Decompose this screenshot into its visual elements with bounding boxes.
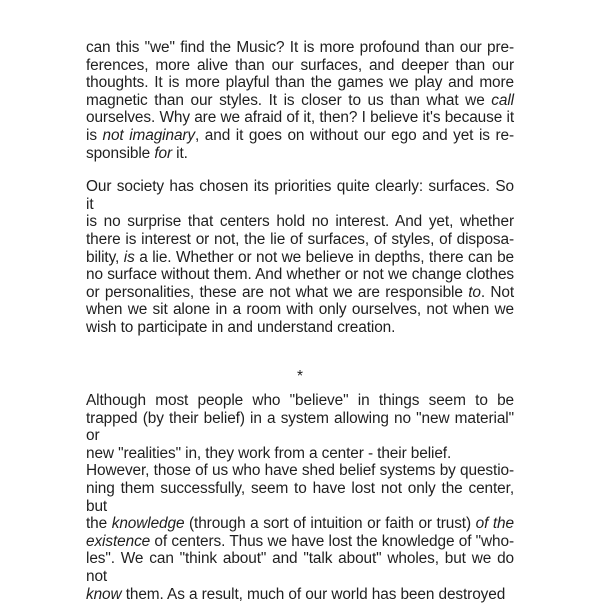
text-segment: Our society has chosen its priorities quite clearly: surfaces. So it	[86, 178, 514, 213]
section-separator: *	[297, 367, 303, 385]
italic-text-segment: not imaginary	[102, 126, 196, 144]
text-line	[86, 550, 514, 585]
text-line	[86, 480, 514, 515]
text-line	[86, 109, 514, 127]
text-line	[86, 410, 514, 445]
text-segment: ning them successfully, seem to have lost not only the center, but	[86, 480, 514, 515]
text-segment: is	[86, 126, 103, 144]
italic-text-segment: to	[468, 283, 481, 301]
text-line	[86, 284, 514, 302]
text-segment: magnetic than our styles. It is closer to us than what we	[86, 91, 492, 109]
text-line	[86, 127, 514, 145]
text-segment: when we sit alone in a room with only ourselves, not when we	[86, 301, 514, 319]
text-segment: trapped (by their belief) in a system allowing no "new material" or	[86, 409, 514, 445]
text-segment: them. As a result, much of our world has been destroyed	[121, 585, 506, 603]
text-line	[86, 533, 514, 551]
text-segment: sponsible	[86, 144, 155, 162]
text-segment: new "realities" in, they work from a center - their belief.	[86, 444, 452, 462]
text-line	[86, 74, 514, 92]
paragraph-1	[86, 39, 514, 162]
text-line	[86, 392, 514, 410]
text-segment: is no surprise that centers hold no interest. And yet, whether	[86, 213, 514, 231]
text-line	[86, 515, 514, 533]
italic-text-segment: is	[123, 248, 135, 266]
text-line	[86, 57, 514, 75]
text-segment: the	[86, 515, 112, 533]
text-segment: wish to participate in and understand creation.	[86, 318, 396, 336]
text-line	[86, 178, 514, 213]
text-segment: , and it goes on without our ego and yet is re-	[195, 126, 514, 144]
text-segment: ferences, more alive than our surfaces, and deeper than our	[86, 56, 514, 74]
italic-text-segment: existence	[86, 532, 151, 550]
text-segment: a lie. Whether or not we believe in depths, there can be	[134, 248, 514, 266]
text-segment: can this "we" find the Music? It is more profound than our pre-	[86, 39, 514, 56]
italic-text-segment: know	[86, 585, 122, 603]
text-segment: bility,	[86, 248, 124, 266]
text-line	[86, 249, 514, 267]
text-segment: However, those of us who have shed belief systems by questio-	[86, 462, 514, 480]
text-line	[86, 586, 514, 603]
text-line	[86, 301, 514, 319]
italic-text-segment: call	[491, 91, 514, 109]
paragraph-3	[86, 392, 514, 603]
text-segment: thoughts. It is more playful than the games we play and more	[86, 74, 514, 92]
italic-text-segment: for	[154, 144, 172, 162]
text-line	[86, 39, 514, 57]
text-segment: (through a sort of intuition or faith or trust)	[184, 515, 476, 533]
text-segment: there is interest or not, the lie of surfaces, of styles, of disposa-	[86, 230, 514, 248]
text-segment: Although most people who "believe" in things seem to be	[86, 392, 514, 410]
text-line	[86, 462, 514, 480]
text-segment: of centers. Thus we have lost the knowledge of "who-	[150, 532, 514, 550]
text-line	[86, 145, 514, 163]
italic-text-segment: knowledge	[111, 515, 185, 533]
italic-text-segment: of the	[475, 515, 514, 533]
text-segment: no surface without them. And whether or not we change clothes	[86, 266, 514, 284]
text-block	[86, 39, 514, 603]
text-line	[86, 213, 514, 231]
paragraph-2	[86, 178, 514, 336]
text-segment: . Not	[480, 283, 514, 301]
text-segment: or personalities, these are not what we are responsible	[86, 283, 469, 301]
text-line	[86, 319, 514, 337]
text-line	[86, 92, 514, 110]
text-line	[86, 231, 514, 249]
text-line	[86, 445, 514, 463]
text-segment: les". We can "think about" and "talk about" wholes, but we do not	[86, 550, 514, 586]
text-segment: ourselves. Why are we afraid of it, then? I believe it's because it	[86, 109, 514, 127]
text-segment: it.	[171, 144, 188, 162]
text-line	[86, 266, 514, 284]
